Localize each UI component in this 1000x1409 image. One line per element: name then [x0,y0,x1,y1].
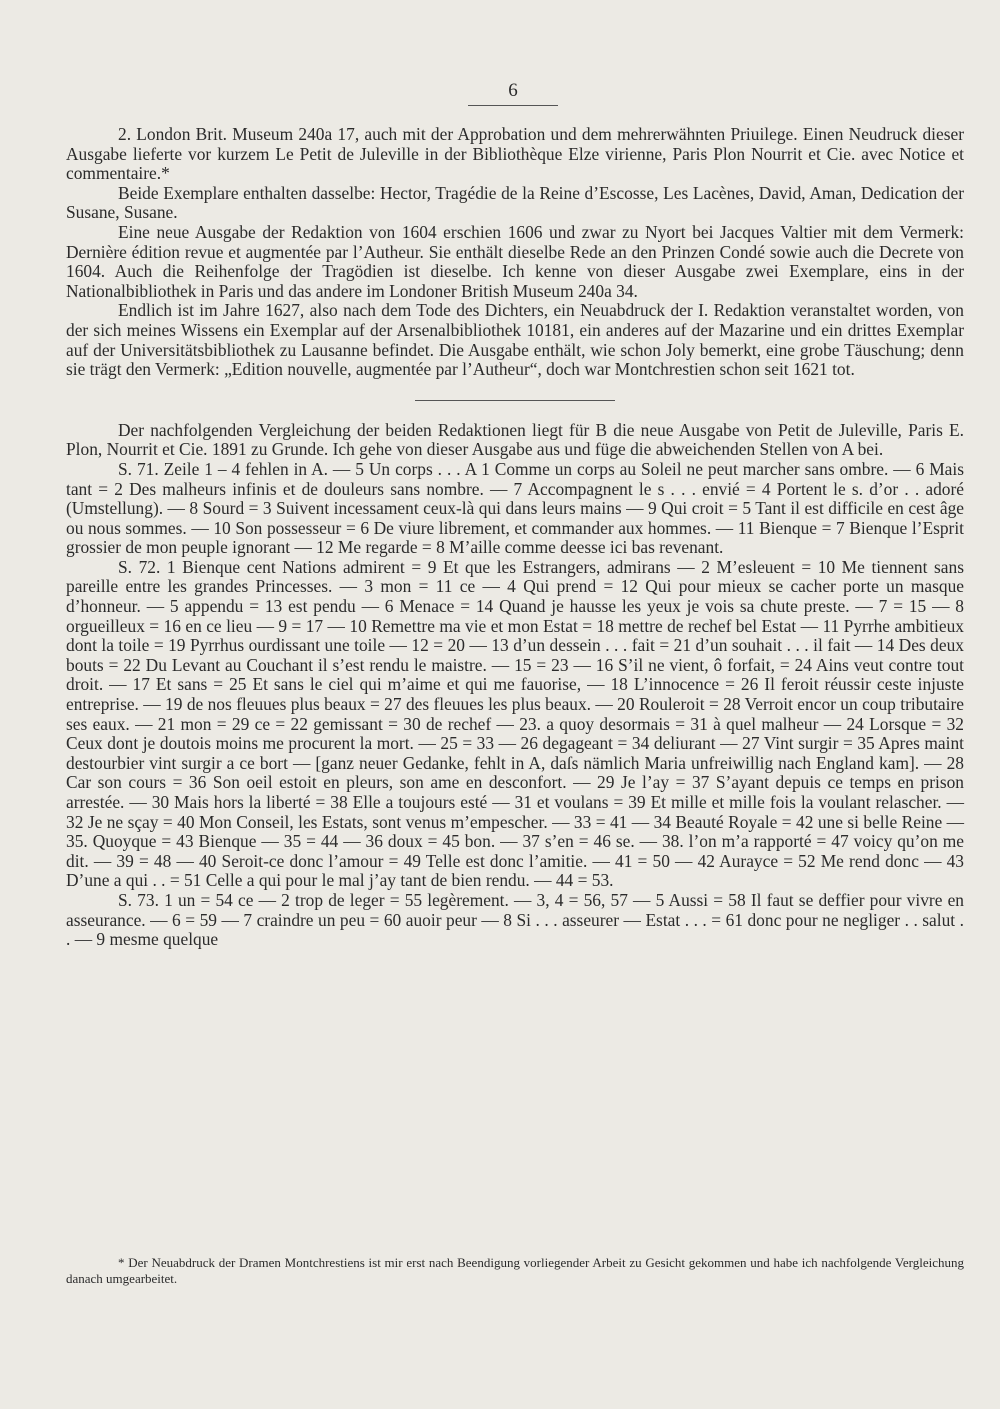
section-divider [415,400,615,401]
paragraph-comparison-intro: Der nachfolgenden Vergleichung der beiden Redaktionen liegt für B die neue Ausgabe von Petit de Juleville, Paris E. Plon, Nourrit et Cie. 1891 zu Grunde. Ich gehe von dieser Ausgabe aus und füge die abweichenden Stellen von A bei. [66,419,964,460]
paragraph-edition-1606: Eine neue Ausgabe der Redaktion von 1604 erschien 1606 und zwar zu Nyort bei Jacques Valtier mit dem Vermerk: Dernière édition revue et augmentée par l’Autheur. Sie enthält dieselbe Rede an den Prinzen Condé sowie auch die Decrete von 1604. Auch die Reihenfolge der Tragödien ist dieselbe. Ich kenne von dieser Ausgabe zwei Exemplare, eins in der Nationalbibliothek in Paris und das andere im Londoner British Museum 240a 34. [66,221,964,301]
paragraph-edition-1627: Endlich ist im Jahre 1627, also nach dem Tode des Dichters, ein Neuabdruck der I. Redaktion veranstaltet worden, von der sich meines Wissens ein Exemplar auf der Arsenalbibliothek 10181, ein anderes auf der Mazarine und ein drittes Exemplar auf der Universitätsbibliothek zu Lausanne befindet. Die Ausgabe enthält, wie schon Joly bemerkt, eine grobe Täuschung; denn sie trägt den Vermerk: „Edition nouvelle, augmentée par l’Autheur“, doch war Montchrestien schon seit 1621 tot. [66,300,964,380]
footnote-text: * Der Neuabdruck der Dramen Montchrestiens ist mir erst nach Beendigung vorliegender Arbeit zu Gesicht gekommen und habe ich nachfolgende Vergleichung danach umgearbeitet. [66,1255,964,1286]
paragraph-s72: S. 72. 1 Bienque cent Nations admirent = 9 Et que les Estrangers, admirans — 2 M’esleuent = 10 Me tiennent sans pareille entre les grandes Princesses. — 3 mon = 11 ce — 4 Qui prend = 12 Qui pour mieux se cacher porte un masque d’honneur. — 5 appendu = 13 est pendu — 6 Menace = 14 Quand je hausse les yeux je vois sa chute preste. — 7 = 15 — 8 orgueilleux = 16 en ce lieu — 9 = 17 — 10 Remettre ma vie et mon Estat = 18 mettre de rechef bel Estat — 11 Pyrrhe ambitieux dont la toile = 19 Pyrrhus ourdissant une toile — 12 = 20 — 13 d’un dessein . . . fait = 21 d’un souhait . . . il fait — 14 Des deux bouts = 22 Du Levant au Couchant il s’est rendu le maistre. — 15 = 23 — 16 S’il ne vient, ô forfait, = 24 Ains veut contre tout droit. — 17 Et sans = 25 Et sans le ciel qui m’aime et qui me fauorise, — 18 L’innocence = 26 Il feroit réussir ceste injuste entreprise. — 19 de nos fleuues plus beaux = 27 des fleuues les plus beaux. — 20 Rouleroit = 28 Verroit encor un coup tributaire ses eaux. — 21 mon = 29 ce = 22 gemissant = 30 de rechef — 23. a quoy desormais = 31 à quel malheur — 24 Lorsque = 32 Ceux dont je doutois moins me procurent la mort. — 25 = 33 — 26 degageant = 34 deliurant — 27 Vint surgir = 35 Apres maint destourbier vint surgir a ce bort — [ganz neuer Gedanke, fehlt in A, daſs nämlich Maria unfreiwillig nach England kam]. — 28 Car son cours = 36 Son oeil estoit en pleurs, son ame en desconfort. — 29 Je l’ay = 37 S’ayant depuis ce temps en prison arrestée. — 30 Mais hors la liberté = 38 Elle a toujours esté — 31 et voulans = 39 Et mille et mille fois la voulant relascher. — 32 Je ne sçay = 40 Mon Conseil, les Estats, sont venus m’empescher. — 33 = 41 — 34 Beauté Royale = 42 une si belle Reine — 35. Quoyque = 43 Bienque — 35 = 44 — 36 doux = 45 bon. — 37 s’en = 46 se. — 38. l’on m’a rapporté = 47 voicy qu’on me dit. — 39 = 48 — 40 Seroit-ce donc l’amour = 49 Telle est donc l’amitie. — 41 = 50 — 42 Aurayce = 52 Me rend donc — 43 D’une a qui . . = 51 Celle a qui pour le mal j’ay tant de bien rendu. — 44 = 53. [66,556,964,891]
paragraph-copies-content: Beide Exemplare enthalten dasselbe: Hector, Tragédie de la Reine d’Escosse, Les Lacènes, David, Aman, Dedication der Susane, Susane. [66,182,964,223]
paragraph-s71: S. 71. Zeile 1 – 4 fehlen in A. — 5 Un corps . . . A 1 Comme un corps au Soleil ne peut marcher sans ombre. — 6 Mais tant = 2 Des malheurs infinis et de douleurs sans nombre. — 7 Accompagnent le s . . . envié = 4 Portent le s. d’or . . adoré (Umstellung). — 8 Sourd = 3 Suivent incessament ceux-là qui dans leurs mains — 9 Qui croit = 5 Tant il est difficile en cest âge ou nous sommes. — 10 Son possesseur = 6 De viure librement, et commander aux hommes. — 11 Bienque = 7 Bienque l’Esprit grossier de mon peuple ignorant — 12 Me regarde = 8 M’aille comme deesse ici bas revenant. [66,458,964,558]
page-number: 6 [468,80,558,106]
footnote [66,1255,964,1286]
paragraph-s73: S. 73. 1 un = 54 ce — 2 trop de leger = 55 legèrement. — 3, 4 = 56, 57 — 5 Aussi = 58 Il faut se deffier pour vivre en asseurance. — 6 = 59 — 7 craindre un peu = 60 auoir peur — 8 Si . . . asseurer — Estat . . . = 61 donc pour ne negliger . . salut . . — 9 mesme quelque [66,889,964,950]
paragraph-london-edition: 2. London Brit. Museum 240a 17, auch mit der Approbation und dem mehrerwähnten Priuilege. Einen Neudruck dieser Ausgabe lieferte vor kurzem Le Petit de Juleville in der Bibliothèque Elze virienne, Paris Plon Nourrit et Cie. avec Notice et commentaire.* [66,124,964,184]
body-text [66,125,964,950]
